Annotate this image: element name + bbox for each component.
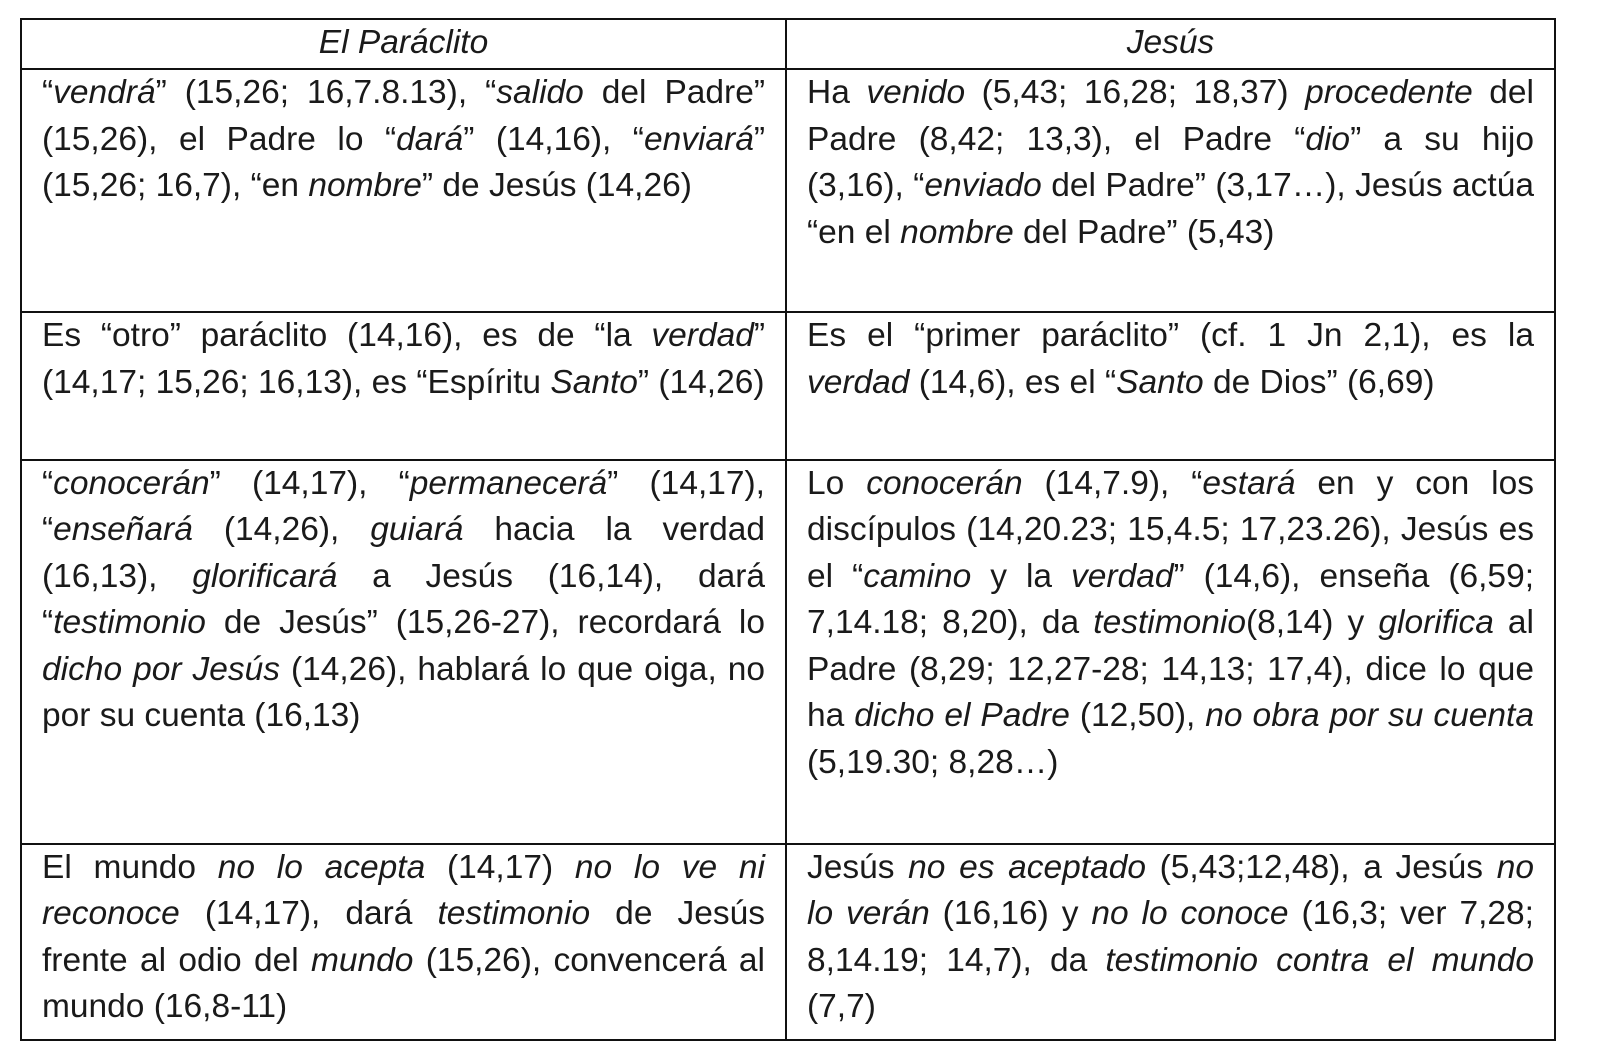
text-run: (14,7.9), “ <box>1022 464 1203 502</box>
text-run: (5,43;12,48), a Jesús <box>1145 848 1497 886</box>
italic-text: salido <box>496 74 584 111</box>
italic-text: Santo <box>550 363 638 401</box>
italic-text: dará <box>396 120 464 158</box>
italic-text: glorificará <box>192 557 338 595</box>
table-row <box>21 69 1555 312</box>
italic-text: procedente <box>1305 74 1473 111</box>
comparison-table <box>20 18 1556 1041</box>
text-run: (14,26), <box>192 511 371 549</box>
italic-text: verdad <box>1071 557 1174 595</box>
italic-text: verdad <box>807 363 910 401</box>
text-run: (14,6), es el “ <box>909 363 1117 401</box>
italic-text: camino <box>863 557 972 595</box>
italic-text: nombre <box>308 167 422 204</box>
text-run: (16,16) y <box>929 895 1092 933</box>
text-run: (15,26), convencerá al mundo (16,8-11) <box>42 941 766 1026</box>
italic-text: estará <box>1202 464 1296 502</box>
text-run: “ <box>42 464 54 502</box>
text-run: ” (14,6), enseña (6,59; 7,14.18; 8,20), da <box>807 557 1535 642</box>
text-run: del Padre” (3,17…), Jesús actúa “en el <box>807 167 1534 251</box>
text-run: del Padre” (5,43) <box>1013 213 1275 251</box>
italic-text: no es aceptado <box>908 848 1146 886</box>
text-run: “ <box>42 74 54 111</box>
italic-text: nombre <box>900 213 1014 251</box>
table-row <box>21 460 1555 844</box>
text-run: Lo <box>807 464 867 502</box>
cell-paraclito <box>21 460 786 844</box>
text-run: ” (14,26) <box>637 363 765 401</box>
italic-text: verdad <box>651 317 754 354</box>
italic-text: no lo verán <box>807 848 1534 933</box>
italic-text: venido <box>866 74 966 111</box>
italic-text: glorifica <box>1378 604 1494 642</box>
text-run: (14,17), dará <box>179 895 438 933</box>
text-run: ” de Jesús (14,26) <box>421 167 692 204</box>
text-run: (16,3; ver 7,28; 8,14.19; 14,7), da <box>807 895 1534 979</box>
text-run: ” (14,17), “ <box>209 464 410 502</box>
text-run: al Padre (8,29; 12,27-28; 14,13; 17,4), dice lo que ha <box>807 604 1534 735</box>
cell-paraclito <box>21 844 786 1040</box>
text-run: (7,7) <box>807 988 876 1026</box>
table-row <box>21 312 1555 460</box>
header-paraclito: El Paráclito <box>21 19 786 69</box>
italic-text: dicho por Jesús <box>42 650 280 688</box>
text-run: ” (15,26; 16,7.8.13), “ <box>155 74 497 111</box>
text-run: (14,26), hablará lo que oiga, no por su cuenta (16,13) <box>42 650 765 735</box>
italic-text: vendrá <box>53 74 156 111</box>
cell-jesus <box>786 460 1555 844</box>
italic-text: no lo ve ni reconoce <box>42 848 765 933</box>
text-run: (5,19.30; 8,28…) <box>807 743 1059 781</box>
italic-text: dio <box>1305 120 1351 158</box>
italic-text: conocerán <box>53 464 210 502</box>
text-run: en y con los discípulos (14,20.23; 15,4.5; 17,23.26), Jesús es el “ <box>807 464 1535 595</box>
cell-jesus <box>786 312 1555 460</box>
text-run: de Jesús” (15,26-27), recordará lo <box>205 604 765 642</box>
cell-jesus <box>786 844 1555 1040</box>
italic-text: enviará <box>643 120 754 158</box>
text-run: ” a su hijo (3,16), “ <box>807 120 1534 204</box>
header-row <box>21 19 1555 69</box>
text-run: ” (14,17; 15,26; 16,13), es “Espíritu <box>42 317 765 401</box>
italic-text: testimonio <box>437 895 591 933</box>
text-run: de Jesús frente al odio del <box>42 895 766 979</box>
text-run: hacia la verdad (16,13), <box>42 511 765 595</box>
italic-text: no lo acepta <box>217 848 426 886</box>
italic-text: conocerán <box>866 464 1023 502</box>
text-run: a Jesús (16,14), dará “ <box>42 557 765 642</box>
text-run: ” (14,17), “ <box>42 464 765 549</box>
italic-text: Santo <box>1116 363 1204 401</box>
italic-text: enseñará <box>53 511 193 549</box>
text-run: del Padre” (15,26), el Padre lo “ <box>42 74 765 158</box>
text-run: (8,14) y <box>1245 604 1379 642</box>
italic-text: testimonio contra el mundo <box>1105 941 1534 979</box>
text-run: Jesús <box>807 848 909 886</box>
text-run: (14,17) <box>425 848 575 886</box>
italic-text: testimonio <box>53 604 206 642</box>
cell-paraclito <box>21 69 786 312</box>
italic-text: guiará <box>370 511 464 549</box>
text-run: ” (14,16), “ <box>463 120 644 158</box>
italic-text: permanecerá <box>409 464 608 502</box>
cell-paraclito <box>21 312 786 460</box>
cell-jesus <box>786 69 1555 312</box>
header-jesus: Jesús <box>786 19 1555 69</box>
text-run: (12,50), <box>1069 697 1206 735</box>
italic-text: dicho el Padre <box>854 697 1070 735</box>
text-run: (5,43; 16,28; 18,37) <box>965 74 1306 111</box>
table-row <box>21 844 1555 1040</box>
italic-text: mundo <box>310 941 414 979</box>
text-run: El mundo <box>42 848 218 886</box>
text-run: y la <box>971 557 1072 595</box>
italic-text: no obra por su cuenta <box>1205 697 1534 735</box>
text-run: del Padre (8,42; 13,3), el Padre “ <box>807 74 1534 158</box>
text-run: ” (15,26; 16,7), “en <box>42 120 765 204</box>
italic-text: enviado <box>924 167 1042 204</box>
italic-text: testimonio <box>1093 604 1246 642</box>
italic-text: no lo conoce <box>1091 895 1289 933</box>
text-run: Es el “primer paráclito” (cf. 1 Jn 2,1), es la <box>807 317 1534 354</box>
text-run: de Dios” (6,69) <box>1203 363 1435 401</box>
text-run: Ha <box>807 74 867 111</box>
text-run: Es “otro” paráclito (14,16), es de “la <box>42 317 652 354</box>
